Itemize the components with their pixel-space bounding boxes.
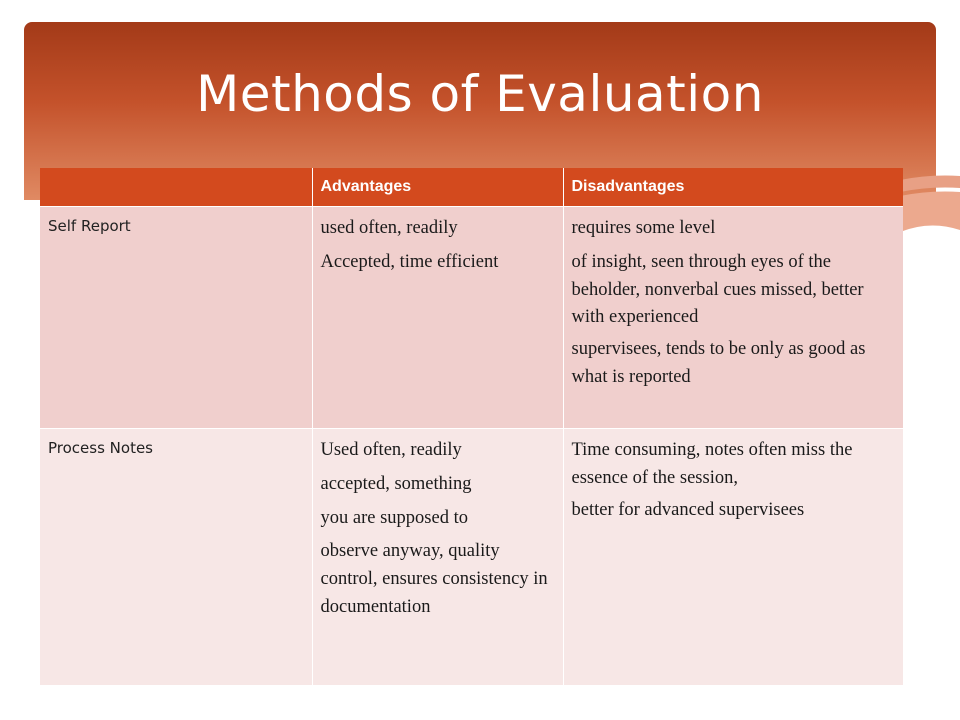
row-label: Process Notes (48, 439, 153, 457)
header-advantages: Advantages (312, 168, 563, 207)
slide-title: Methods of Evaluation (196, 65, 764, 123)
disadvantage-line: of insight, seen through eyes of the beholder, nonverbal cues missed, better with experienced (571, 251, 864, 328)
row-label-cell (40, 429, 312, 686)
decorative-swoosh (900, 170, 960, 250)
disadvantage-line: supervisees, tends to be only as good as what is reported (571, 339, 866, 387)
disadvantages-cell (563, 207, 903, 429)
table-header-row (40, 168, 903, 207)
disadvantages-cell (563, 429, 903, 686)
advantages-cell (312, 429, 563, 686)
advantage-line: you are supposed to (320, 507, 468, 528)
advantage-line: Accepted, time efficient (320, 251, 499, 272)
row-label-cell (40, 207, 312, 429)
advantage-line: accepted, something (320, 473, 472, 494)
table-row-self-report (40, 207, 903, 429)
advantage-line: used often, readily (320, 218, 458, 238)
disadvantage-line: better for advanced supervisees (571, 499, 805, 520)
header-disadvantages: Disadvantages (563, 168, 903, 207)
header-empty (40, 168, 312, 207)
advantage-line: Used often, readily (320, 440, 462, 460)
disadvantage-line: Time consuming, notes often miss the essence of the session, (571, 440, 853, 488)
row-label: Self Report (48, 217, 131, 235)
advantages-cell (312, 207, 563, 429)
table-row-process-notes (40, 429, 903, 686)
evaluation-table (40, 168, 903, 685)
disadvantage-line: requires some level (571, 218, 716, 238)
advantage-line: observe anyway, quality control, ensures consistency in documentation (320, 541, 548, 617)
